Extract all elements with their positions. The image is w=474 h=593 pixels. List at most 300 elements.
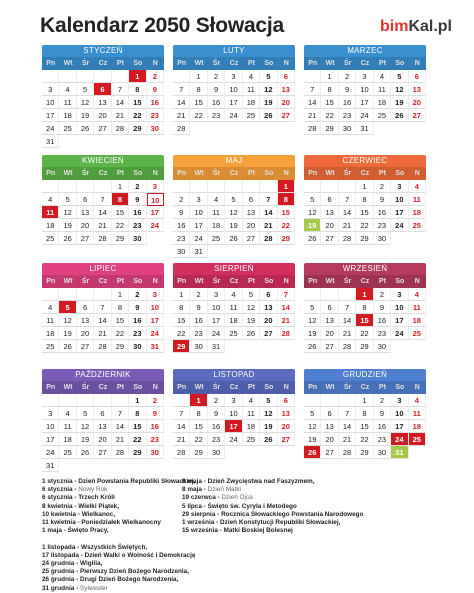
day-cell[interactable]: 19 [243,314,260,327]
day-cell[interactable]: 26 [304,232,321,245]
day-cell[interactable]: 3 [391,288,408,301]
day-cell[interactable]: 1 [356,288,373,301]
day-cell[interactable]: 19 [304,327,321,340]
day-cell[interactable]: 4 [208,193,225,206]
day-cell[interactable]: 5 [59,301,76,314]
day-cell[interactable]: 5 [59,193,76,206]
day-cell[interactable]: 9 [374,407,391,420]
day-cell[interactable]: 6 [243,193,260,206]
day-cell[interactable]: 9 [208,407,225,420]
day-cell[interactable]: 7 [94,301,111,314]
day-cell[interactable]: 22 [129,109,146,122]
day-cell[interactable]: 8 [173,301,190,314]
day-cell[interactable]: 26 [225,232,242,245]
day-cell[interactable]: 5 [304,407,321,420]
day-cell[interactable]: 8 [190,407,207,420]
day-cell[interactable]: 18 [59,433,76,446]
day-cell[interactable]: 17 [225,96,242,109]
day-cell[interactable]: 3 [356,70,373,83]
day-cell[interactable]: 20 [94,433,111,446]
day-cell[interactable]: 28 [94,340,111,353]
day-cell[interactable]: 19 [304,433,321,446]
day-cell[interactable]: 25 [243,109,260,122]
day-cell[interactable]: 8 [321,83,338,96]
day-cell[interactable]: 24 [391,219,408,232]
day-cell[interactable]: 14 [260,206,277,219]
day-cell[interactable]: 30 [190,340,207,353]
day-cell[interactable]: 2 [374,288,391,301]
day-cell[interactable]: 7 [112,407,129,420]
day-cell[interactable]: 16 [208,96,225,109]
day-cell[interactable]: 9 [147,407,164,420]
day-cell[interactable]: 29 [356,232,373,245]
day-cell[interactable]: 16 [374,206,391,219]
day-cell[interactable]: 20 [321,219,338,232]
day-cell[interactable]: 11 [225,301,242,314]
day-cell[interactable]: 11 [243,407,260,420]
day-cell[interactable]: 11 [59,96,76,109]
day-cell[interactable]: 20 [260,314,277,327]
day-cell[interactable]: 8 [112,193,129,206]
day-cell[interactable]: 24 [391,433,408,446]
day-cell[interactable]: 3 [147,288,164,301]
day-cell[interactable]: 4 [59,83,76,96]
day-cell[interactable]: 21 [339,433,356,446]
day-cell[interactable]: 18 [42,219,59,232]
day-cell[interactable]: 3 [190,193,207,206]
day-cell[interactable]: 15 [356,314,373,327]
day-cell[interactable]: 6 [278,70,295,83]
day-cell[interactable]: 28 [339,446,356,459]
day-cell[interactable]: 28 [260,232,277,245]
day-cell[interactable]: 8 [356,407,373,420]
day-cell[interactable]: 12 [77,96,94,109]
day-cell[interactable]: 28 [304,122,321,135]
day-cell[interactable]: 1 [356,180,373,193]
day-cell[interactable]: 29 [173,340,190,353]
day-cell[interactable]: 18 [225,314,242,327]
day-cell[interactable]: 4 [409,180,426,193]
day-cell[interactable]: 19 [260,420,277,433]
day-cell[interactable]: 10 [356,83,373,96]
day-cell[interactable]: 14 [339,206,356,219]
day-cell[interactable]: 5 [260,394,277,407]
day-cell[interactable]: 15 [356,420,373,433]
day-cell[interactable]: 29 [278,232,295,245]
day-cell[interactable]: 13 [321,206,338,219]
day-cell[interactable]: 23 [339,109,356,122]
day-cell[interactable]: 22 [278,219,295,232]
day-cell[interactable]: 5 [304,193,321,206]
day-cell[interactable]: 23 [173,232,190,245]
day-cell[interactable]: 28 [112,446,129,459]
day-cell[interactable]: 26 [59,232,76,245]
day-cell[interactable]: 20 [321,433,338,446]
bimkal-logo[interactable]: bimKal.pl [379,18,452,35]
day-cell[interactable]: 17 [42,109,59,122]
day-cell[interactable]: 22 [112,219,129,232]
day-cell[interactable]: 2 [147,70,164,83]
day-cell[interactable]: 7 [339,407,356,420]
day-cell[interactable]: 21 [94,327,111,340]
day-cell[interactable]: 18 [42,327,59,340]
day-cell[interactable]: 24 [208,327,225,340]
day-cell[interactable]: 15 [278,206,295,219]
day-cell[interactable]: 31 [356,122,373,135]
day-cell[interactable]: 14 [173,96,190,109]
day-cell[interactable]: 16 [190,314,207,327]
day-cell[interactable]: 10 [391,193,408,206]
day-cell[interactable]: 10 [391,301,408,314]
day-cell[interactable]: 17 [190,219,207,232]
day-cell[interactable]: 24 [190,232,207,245]
day-cell[interactable]: 9 [339,83,356,96]
day-cell[interactable]: 20 [278,96,295,109]
day-cell[interactable]: 13 [77,206,94,219]
day-cell[interactable]: 20 [278,420,295,433]
day-cell[interactable]: 11 [409,301,426,314]
day-cell[interactable]: 24 [225,433,242,446]
day-cell[interactable]: 15 [112,206,129,219]
day-cell[interactable]: 28 [112,122,129,135]
day-cell[interactable]: 13 [278,83,295,96]
day-cell[interactable]: 8 [129,83,146,96]
day-cell[interactable]: 12 [77,420,94,433]
day-cell[interactable]: 5 [225,193,242,206]
day-cell[interactable]: 22 [190,109,207,122]
day-cell[interactable]: 21 [173,433,190,446]
day-cell[interactable]: 10 [190,206,207,219]
day-cell[interactable]: 21 [339,327,356,340]
day-cell[interactable]: 17 [42,433,59,446]
day-cell[interactable]: 1 [129,394,146,407]
day-cell[interactable]: 13 [94,420,111,433]
day-cell[interactable]: 30 [374,232,391,245]
day-cell[interactable]: 24 [147,327,164,340]
day-cell[interactable]: 16 [173,219,190,232]
day-cell[interactable]: 18 [409,314,426,327]
day-cell[interactable]: 10 [208,301,225,314]
day-cell[interactable]: 20 [243,219,260,232]
day-cell[interactable]: 15 [112,314,129,327]
day-cell[interactable]: 14 [94,314,111,327]
day-cell[interactable]: 8 [356,193,373,206]
day-cell[interactable]: 11 [409,407,426,420]
day-cell[interactable]: 4 [59,407,76,420]
day-cell[interactable]: 12 [304,420,321,433]
day-cell[interactable]: 25 [208,232,225,245]
day-cell[interactable]: 15 [321,96,338,109]
day-cell[interactable]: 30 [208,446,225,459]
day-cell[interactable]: 29 [112,340,129,353]
day-cell[interactable]: 9 [129,301,146,314]
day-cell[interactable]: 16 [147,96,164,109]
day-cell[interactable]: 3 [42,407,59,420]
day-cell[interactable]: 18 [374,96,391,109]
day-cell[interactable]: 2 [374,394,391,407]
day-cell[interactable]: 10 [147,301,164,314]
day-cell[interactable]: 2 [190,288,207,301]
day-cell[interactable]: 26 [304,340,321,353]
day-cell[interactable]: 27 [278,433,295,446]
day-cell[interactable]: 31 [42,459,59,472]
day-cell[interactable]: 8 [278,193,295,206]
day-cell[interactable]: 27 [321,340,338,353]
day-cell[interactable]: 13 [77,314,94,327]
day-cell[interactable]: 16 [129,314,146,327]
day-cell[interactable]: 16 [374,314,391,327]
day-cell[interactable]: 12 [260,407,277,420]
day-cell[interactable]: 29 [129,446,146,459]
day-cell[interactable]: 30 [129,340,146,353]
day-cell[interactable]: 13 [260,301,277,314]
day-cell[interactable]: 22 [356,327,373,340]
day-cell[interactable]: 26 [59,340,76,353]
day-cell[interactable]: 14 [278,301,295,314]
day-cell[interactable]: 16 [339,96,356,109]
day-cell[interactable]: 29 [356,446,373,459]
day-cell[interactable]: 4 [42,301,59,314]
day-cell[interactable]: 7 [94,193,111,206]
day-cell[interactable]: 21 [112,433,129,446]
day-cell[interactable]: 26 [243,327,260,340]
day-cell[interactable]: 31 [190,245,207,258]
day-cell[interactable]: 17 [356,96,373,109]
day-cell[interactable]: 21 [304,109,321,122]
day-cell[interactable]: 6 [321,193,338,206]
day-cell[interactable]: 8 [356,301,373,314]
day-cell[interactable]: 5 [77,83,94,96]
day-cell[interactable]: 2 [208,70,225,83]
day-cell[interactable]: 19 [77,109,94,122]
day-cell[interactable]: 1 [112,288,129,301]
day-cell[interactable]: 19 [225,219,242,232]
day-cell[interactable]: 28 [339,340,356,353]
day-cell[interactable]: 27 [321,232,338,245]
day-cell[interactable]: 23 [208,433,225,446]
day-cell[interactable]: 23 [208,109,225,122]
day-cell[interactable]: 27 [94,446,111,459]
day-cell[interactable]: 15 [356,206,373,219]
day-cell[interactable]: 27 [321,446,338,459]
day-cell[interactable]: 3 [208,288,225,301]
day-cell[interactable]: 24 [356,109,373,122]
day-cell[interactable]: 25 [225,327,242,340]
day-cell[interactable]: 7 [173,83,190,96]
day-cell[interactable]: 24 [42,122,59,135]
day-cell[interactable]: 16 [208,420,225,433]
day-cell[interactable]: 24 [391,327,408,340]
day-cell[interactable]: 23 [190,327,207,340]
day-cell[interactable]: 25 [42,232,59,245]
day-cell[interactable]: 8 [190,83,207,96]
day-cell[interactable]: 28 [173,446,190,459]
day-cell[interactable]: 1 [190,70,207,83]
day-cell[interactable]: 17 [391,314,408,327]
day-cell[interactable]: 9 [208,83,225,96]
day-cell[interactable]: 18 [409,206,426,219]
day-cell[interactable]: 31 [391,446,408,459]
day-cell[interactable]: 14 [339,420,356,433]
day-cell[interactable]: 3 [147,180,164,193]
day-cell[interactable]: 29 [190,446,207,459]
day-cell[interactable]: 1 [190,394,207,407]
day-cell[interactable]: 9 [374,301,391,314]
day-cell[interactable]: 6 [409,70,426,83]
day-cell[interactable]: 4 [42,193,59,206]
day-cell[interactable]: 29 [321,122,338,135]
day-cell[interactable]: 4 [409,288,426,301]
day-cell[interactable]: 30 [173,245,190,258]
day-cell[interactable]: 14 [94,206,111,219]
day-cell[interactable]: 23 [129,219,146,232]
day-cell[interactable]: 12 [260,83,277,96]
day-cell[interactable]: 26 [77,122,94,135]
day-cell[interactable]: 15 [190,420,207,433]
day-cell[interactable]: 10 [147,193,164,206]
day-cell[interactable]: 29 [112,232,129,245]
day-cell[interactable]: 20 [409,96,426,109]
day-cell[interactable]: 7 [339,193,356,206]
day-cell[interactable]: 6 [77,193,94,206]
day-cell[interactable]: 14 [173,420,190,433]
day-cell[interactable]: 1 [321,70,338,83]
day-cell[interactable]: 20 [321,327,338,340]
day-cell[interactable]: 17 [208,314,225,327]
day-cell[interactable]: 2 [173,193,190,206]
day-cell[interactable]: 1 [356,394,373,407]
day-cell[interactable]: 22 [129,433,146,446]
day-cell[interactable]: 12 [243,301,260,314]
day-cell[interactable]: 20 [77,327,94,340]
day-cell[interactable]: 28 [94,232,111,245]
day-cell[interactable]: 11 [374,83,391,96]
day-cell[interactable]: 7 [304,83,321,96]
day-cell[interactable]: 1 [173,288,190,301]
day-cell[interactable]: 29 [129,122,146,135]
day-cell[interactable]: 30 [147,446,164,459]
day-cell[interactable]: 17 [147,314,164,327]
day-cell[interactable]: 16 [374,420,391,433]
day-cell[interactable]: 22 [173,327,190,340]
day-cell[interactable]: 26 [77,446,94,459]
day-cell[interactable]: 13 [243,206,260,219]
day-cell[interactable]: 12 [59,314,76,327]
day-cell[interactable]: 23 [147,433,164,446]
day-cell[interactable]: 23 [374,327,391,340]
day-cell[interactable]: 25 [374,109,391,122]
day-cell[interactable]: 27 [409,109,426,122]
day-cell[interactable]: 3 [391,394,408,407]
day-cell[interactable]: 12 [225,206,242,219]
day-cell[interactable]: 17 [147,206,164,219]
day-cell[interactable]: 7 [260,193,277,206]
day-cell[interactable]: 17 [391,420,408,433]
day-cell[interactable]: 2 [147,394,164,407]
day-cell[interactable]: 19 [59,327,76,340]
day-cell[interactable]: 2 [339,70,356,83]
day-cell[interactable]: 5 [260,70,277,83]
day-cell[interactable]: 14 [112,420,129,433]
day-cell[interactable]: 30 [374,340,391,353]
day-cell[interactable]: 5 [77,407,94,420]
day-cell[interactable]: 15 [190,96,207,109]
day-cell[interactable]: 16 [129,206,146,219]
day-cell[interactable]: 31 [147,340,164,353]
day-cell[interactable]: 3 [225,394,242,407]
day-cell[interactable]: 27 [260,327,277,340]
day-cell[interactable]: 15 [129,96,146,109]
day-cell[interactable]: 24 [147,219,164,232]
day-cell[interactable]: 15 [173,314,190,327]
day-cell[interactable]: 27 [77,232,94,245]
day-cell[interactable]: 4 [243,70,260,83]
day-cell[interactable]: 22 [356,219,373,232]
day-cell[interactable]: 14 [112,96,129,109]
day-cell[interactable]: 28 [173,122,190,135]
day-cell[interactable]: 10 [225,407,242,420]
day-cell[interactable]: 23 [129,327,146,340]
day-cell[interactable]: 4 [409,394,426,407]
day-cell[interactable]: 19 [260,96,277,109]
day-cell[interactable]: 25 [243,433,260,446]
day-cell[interactable]: 3 [391,180,408,193]
day-cell[interactable]: 21 [94,219,111,232]
day-cell[interactable]: 18 [59,109,76,122]
day-cell[interactable]: 6 [260,288,277,301]
day-cell[interactable]: 6 [321,301,338,314]
day-cell[interactable]: 12 [304,314,321,327]
day-cell[interactable]: 26 [304,446,321,459]
day-cell[interactable]: 31 [208,340,225,353]
day-cell[interactable]: 2 [129,288,146,301]
day-cell[interactable]: 18 [208,219,225,232]
day-cell[interactable]: 10 [225,83,242,96]
day-cell[interactable]: 22 [356,433,373,446]
day-cell[interactable]: 1 [112,180,129,193]
day-cell[interactable]: 24 [42,446,59,459]
day-cell[interactable]: 14 [339,314,356,327]
day-cell[interactable]: 27 [77,340,94,353]
day-cell[interactable]: 28 [278,327,295,340]
day-cell[interactable]: 25 [409,327,426,340]
day-cell[interactable]: 10 [391,407,408,420]
day-cell[interactable]: 13 [94,96,111,109]
day-cell[interactable]: 31 [42,135,59,148]
day-cell[interactable]: 6 [77,301,94,314]
day-cell[interactable]: 30 [129,232,146,245]
day-cell[interactable]: 11 [243,83,260,96]
day-cell[interactable]: 25 [409,433,426,446]
day-cell[interactable]: 12 [391,83,408,96]
day-cell[interactable]: 26 [260,109,277,122]
day-cell[interactable]: 30 [374,446,391,459]
day-cell[interactable]: 9 [190,301,207,314]
day-cell[interactable]: 4 [225,288,242,301]
day-cell[interactable]: 7 [278,288,295,301]
day-cell[interactable]: 20 [94,109,111,122]
day-cell[interactable]: 11 [42,206,59,219]
day-cell[interactable]: 7 [173,407,190,420]
day-cell[interactable]: 13 [321,420,338,433]
day-cell[interactable]: 17 [391,206,408,219]
day-cell[interactable]: 11 [59,420,76,433]
day-cell[interactable]: 1 [129,70,146,83]
day-cell[interactable]: 8 [112,301,129,314]
day-cell[interactable]: 13 [321,314,338,327]
day-cell[interactable]: 19 [304,219,321,232]
day-cell[interactable]: 2 [374,180,391,193]
